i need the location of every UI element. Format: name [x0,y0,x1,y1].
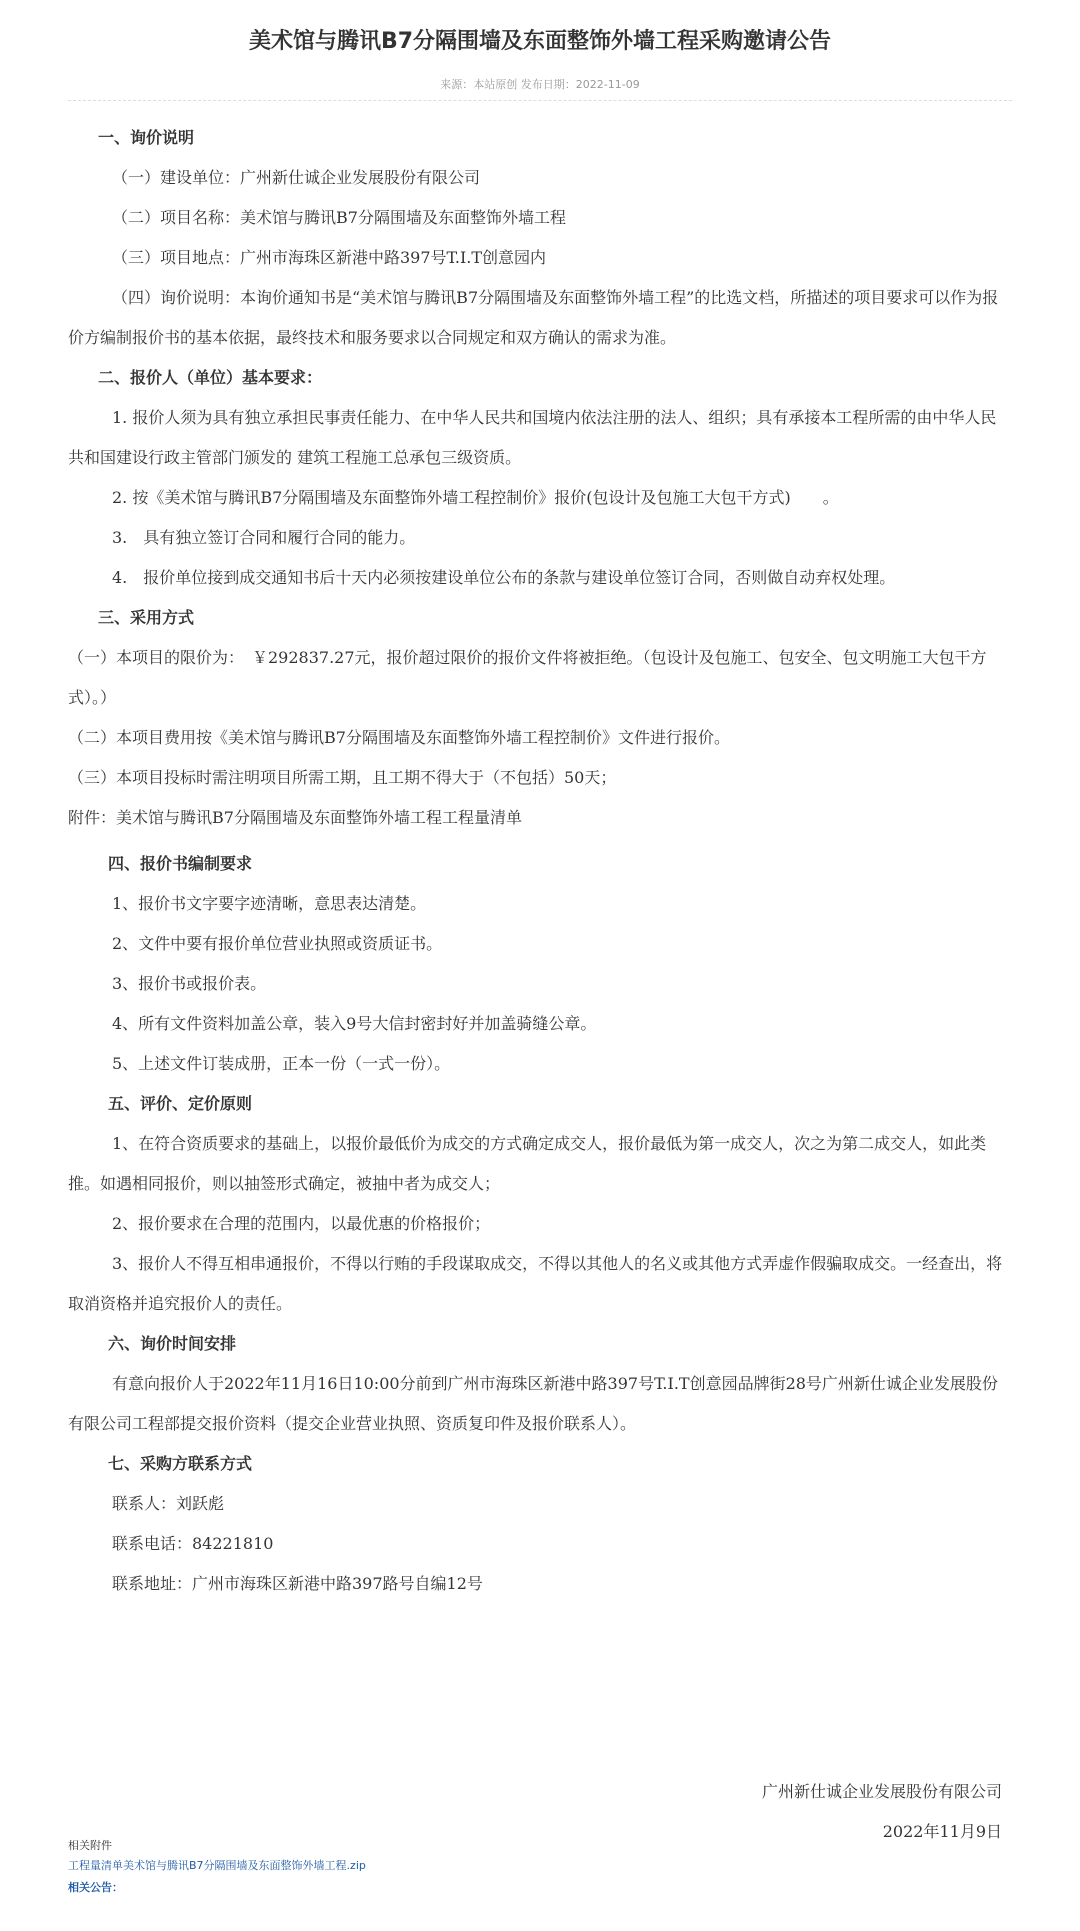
section-6-heading: 六、询价时间安排 [108,1334,237,1353]
related-notices-label: 相关公告： [68,1881,123,1894]
section-1-item-3: （三）项目地点：广州市海珠区新港中路397号T.I.T创意园内 [112,248,547,267]
section-4-item-3: 3、报价书或报价表。 [112,974,267,993]
attachments-footer [68,1836,968,1900]
section-2-item-4: 4. 报价单位接到成交通知书后十天内必须按建设单位公布的条款与建设单位签订合同，否则做自动弃权处理。 [112,568,896,587]
section-2-heading: 二、报价人（单位）基本要求： [98,368,323,387]
attachments-label: 相关附件 [68,1839,112,1852]
section-3-heading: 三、采用方式 [98,608,195,627]
section-3-item-2: （二）本项目费用按《美术馆与腾讯B7分隔围墙及东面整饰外墙工程控制价》文件进行报价。 [68,728,730,747]
section-4-item-5: 5、上述文件订装成册，正本一份（一式一份）。 [112,1054,451,1073]
contact-person: 联系人：刘跃彪 [112,1494,225,1513]
section-4-item-2: 2、文件中要有报价单位营业执照或资质证书。 [112,934,443,953]
page-title: 美术馆与腾讯B7分隔围墙及东面整饰外墙工程采购邀请公告 [248,29,832,54]
signature-date: 2022年11月9日 [882,1822,1002,1841]
section-2-item-1: 1. 报价人须为具有独立承担民事责任能力、在中华人民共和国境内依法注册的法人、组织；具有承接本工程所需的由中华人民共和国建设行政主管部门颁发的 建筑工程施工总承包三级资质。 [68,408,997,467]
contact-address: 联系地址：广州市海珠区新港中路397路号自编12号 [112,1574,483,1593]
signature-company: 广州新仕诚企业发展股份有限公司 [761,1782,1002,1801]
section-5-heading: 五、评价、定价原则 [108,1094,253,1113]
section-2-item-2: 2. 按《美术馆与腾讯B7分隔围墙及东面整饰外墙工程控制价》报价(包设计及包施工大包干方式) 。 [112,488,839,507]
section-5-item-2: 2、报价要求在合理的范围内，以最优惠的价格报价； [112,1214,491,1233]
section-4-item-1: 1、报价书文字要字迹清晰，意思表达清楚。 [112,894,427,913]
section-3-attachment-note: 附件：美术馆与腾讯B7分隔围墙及东面整饰外墙工程工程量清单 [68,808,522,827]
section-1-item-1: （一）建设单位：广州新仕诚企业发展股份有限公司 [112,168,481,187]
section-5-item-3: 3、报价人不得互相串通报价，不得以行贿的手段谋取成交，不得以其他人的名义或其他方式弄虚作假骗取成交。一经查出，将取消资格并追究报价人的责任。 [68,1254,1003,1313]
title-divider [68,100,1012,101]
attachment-file-link[interactable]: 工程量清单美术馆与腾讯B7分隔围墙及东面整饰外墙工程.zip [68,1859,366,1872]
section-3-item-1: （一）本项目的限价为： ￥292837.27元，报价超过限价的报价文件将被拒绝。（包设计及包施工、包安全、包文明施工大包干方式）。） [68,648,987,707]
section-2-item-3: 3. 具有独立签订合同和履行合同的能力。 [112,528,416,547]
contact-phone: 联系电话：84221810 [112,1534,274,1553]
section-1-item-4: （四）询价说明：本询价通知书是“美术馆与腾讯B7分隔围墙及东面整饰外墙工程”的比选文档，所描述的项目要求可以作为报价方编制报价书的基本依据，最终技术和服务要求以合同规定和双方确认的需求为准。 [68,288,999,347]
article-body [68,118,1012,1852]
section-1-item-2: （二）项目名称：美术馆与腾讯B7分隔围墙及东面整饰外墙工程 [112,208,566,227]
source-date-meta: 来源：本站原创 发布日期：2022-11-09 [440,78,640,91]
section-6-item-1: 有意向报价人于2022年11月16日10:00分前到广州市海珠区新港中路397号T.I.T创意园品牌街28号广州新仕诚企业发展股份有限公司工程部提交报价资料（提交企业营业执照、资质复印件及报价联系人）。 [68,1374,998,1433]
section-7-heading: 七、采购方联系方式 [108,1454,253,1473]
section-3-item-3: （三）本项目投标时需注明项目所需工期，且工期不得大于（不包括）50天； [68,768,617,787]
section-4-heading: 四、报价书编制要求 [108,854,253,873]
section-1-heading: 一、询价说明 [98,128,195,147]
section-5-item-1: 1、在符合资质要求的基础上，以报价最低价为成交的方式确定成交人，报价最低为第一成交人，次之为第二成交人，如此类推。如遇相同报价，则以抽签形式确定，被抽中者为成交人； [68,1134,987,1193]
section-4-item-4: 4、所有文件资料加盖公章，装入9号大信封密封好并加盖骑缝公章。 [112,1014,597,1033]
